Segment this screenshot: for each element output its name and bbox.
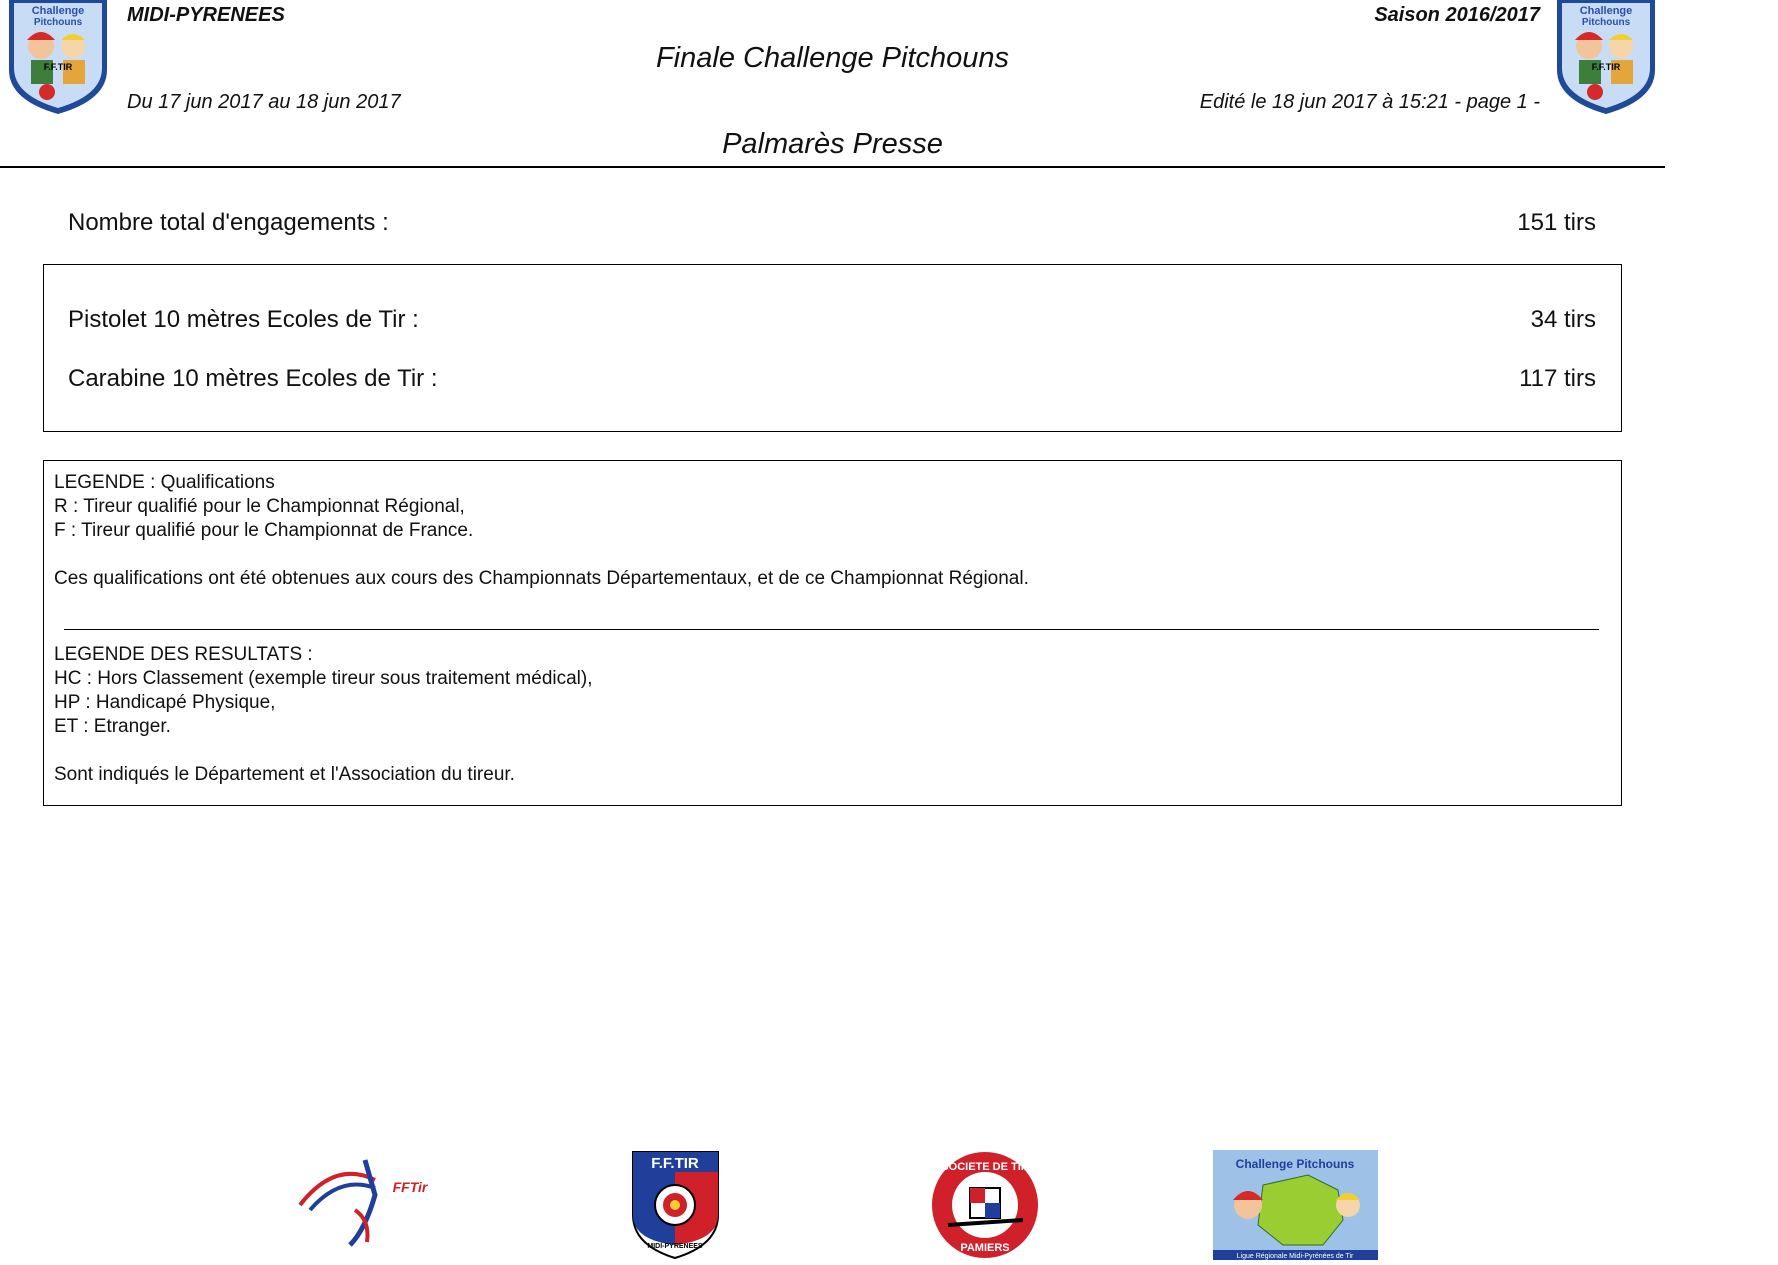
total-entries-label: Nombre total d'engagements : [68, 209, 389, 236]
svg-text:PAMIERS: PAMIERS [960, 1242, 1010, 1254]
legend-note: Sont indiqués le Département et l'Association du tireur. [54, 764, 515, 785]
event-dates: Du 17 jun 2017 au 18 jun 2017 [127, 91, 401, 113]
legend-line: HC : Hors Classement (exemple tireur sous traitement médical), [54, 668, 593, 689]
svg-text:Challenge Pitchouns: Challenge Pitchouns [1235, 1157, 1355, 1171]
svg-text:Challenge: Challenge [31, 5, 85, 17]
legend-line: ET : Etranger. [54, 716, 171, 737]
edition-info: Edité le 18 jun 2017 à 15:21 - page 1 - [1199, 91, 1540, 113]
fftir-midi-pyrenees-shield [628, 1150, 723, 1260]
challenge-pitchouns-map-logo [1213, 1150, 1378, 1260]
legend-divider [64, 629, 1599, 630]
report-title: Palmarès Presse [722, 128, 943, 160]
legend-results-title: LEGENDE DES RESULTATS : [54, 644, 313, 665]
legend-note: Ces qualifications ont été obtenues aux cours des Championnats Départementaux, et de ce Championnat Régional. [54, 568, 1029, 589]
legend-line: R : Tireur qualifié pour le Championnat Régional, [54, 496, 465, 517]
season-label: Saison 2016/2017 [1374, 4, 1540, 26]
svg-text:F.F.TIR: F.F.TIR [651, 1155, 699, 1172]
legend-line: F : Tireur qualifié pour le Championnat de France. [54, 520, 474, 541]
fftir-federation-logo [295, 1150, 440, 1260]
svg-text:Challenge: Challenge [1579, 5, 1633, 17]
event-title: Finale Challenge Pitchouns [655, 42, 1010, 74]
svg-text:F.F.TIR: F.F.TIR [43, 62, 73, 72]
region-name: MIDI-PYRENEES [127, 4, 285, 26]
svg-text:MIDI-PYRENEES: MIDI-PYRENEES [647, 1243, 703, 1250]
svg-text:Ligue Régionale Midi-Pyrénées: Ligue Régionale Midi-Pyrénées de Tir [1236, 1253, 1354, 1260]
discipline-count: 117 tirs [1519, 365, 1596, 392]
svg-text:F.F.TIR: F.F.TIR [1591, 62, 1621, 72]
societe-de-tir-pamiers-logo [928, 1150, 1043, 1260]
svg-text:Pitchouns: Pitchouns [1581, 17, 1631, 28]
svg-text:FFTir: FFTir [392, 1179, 428, 1195]
header-divider [0, 166, 1665, 168]
total-entries-value: 151 tirs [1517, 209, 1596, 236]
svg-text:Pitchouns: Pitchouns [33, 17, 83, 28]
discipline-label: Carabine 10 mètres Ecoles de Tir : [68, 365, 438, 392]
disciplines-box [43, 264, 1622, 432]
legend-qualifications-title: LEGENDE : Qualifications [54, 472, 275, 493]
legend-line: HP : Handicapé Physique, [54, 692, 276, 713]
discipline-count: 34 tirs [1530, 306, 1596, 333]
discipline-label: Pistolet 10 mètres Ecoles de Tir : [68, 306, 419, 333]
svg-text:SOCIETE DE TIR: SOCIETE DE TIR [941, 1161, 1029, 1173]
